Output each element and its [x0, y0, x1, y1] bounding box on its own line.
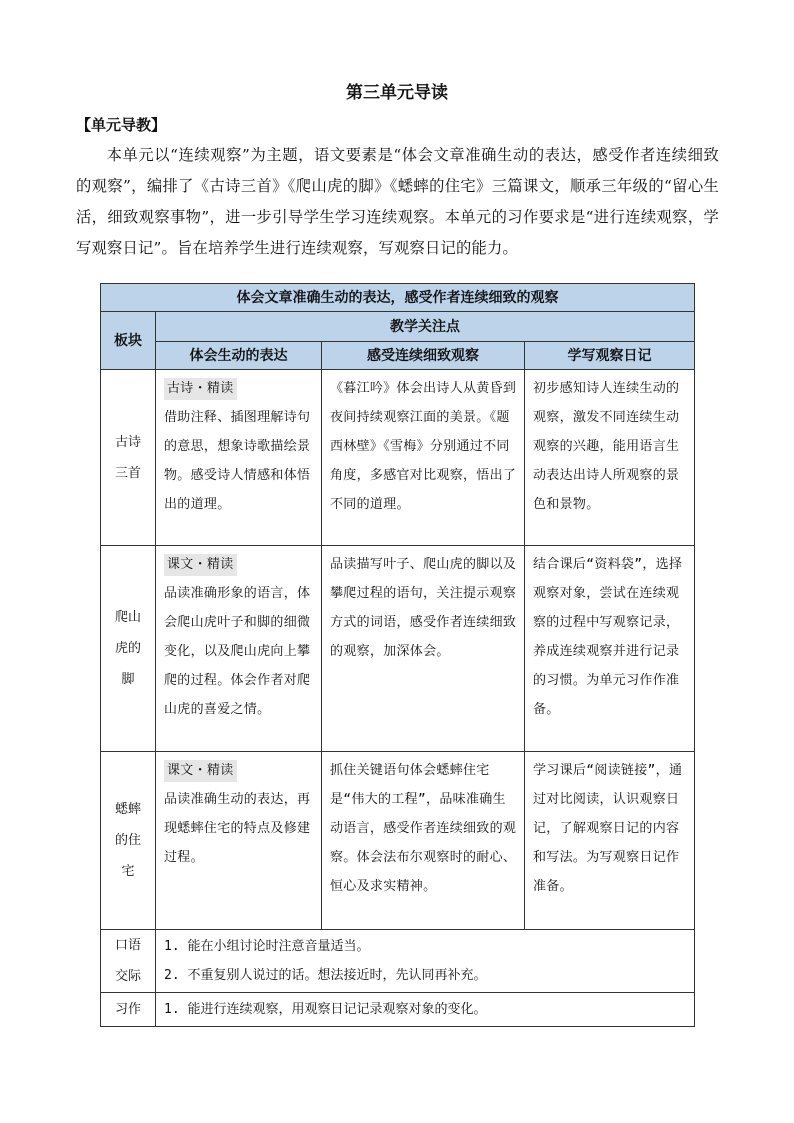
table-row — [101, 546, 695, 752]
row-label: 爬山虎的脚 — [101, 546, 156, 752]
oral-items — [156, 930, 695, 993]
unit-overview-table — [100, 283, 695, 1027]
focus-header: 教学关注点 — [156, 312, 695, 342]
lesson-tag: 课文・精读 — [164, 554, 237, 576]
table-row — [101, 370, 695, 546]
page-title: 第三单元导读 — [346, 83, 448, 103]
lesson-tag: 课文・精读 — [164, 760, 237, 782]
table-cell: 学习课后“阅读链接”，通过对比阅读，认识观察日记，了解观察日记的内容和写法。为写观察日记作准备。 — [525, 752, 695, 930]
table-cell — [156, 752, 322, 930]
row-label: 蟋蟀的住宅 — [101, 752, 156, 930]
table-cell: 结合课后“资料袋”，选择观察对象，尝试在连续观察的过程中写观察记录，养成连续观察并进行记录的习惯。为单元习作作准备。 — [525, 546, 695, 752]
table-caption: 体会文章准确生动的表达，感受作者连续细致的观察 — [101, 284, 695, 312]
table-cell — [156, 546, 322, 752]
cell-text: 借助注释、插图理解诗句的意思，想象诗歌描绘景物。感受诗人情感和体悟出的道理。 — [164, 410, 311, 512]
row-label: 口语交际 — [101, 930, 156, 993]
column-header: 感受连续细致观察 — [322, 342, 525, 370]
column-header: 学写观察日记 — [525, 342, 695, 370]
writing-items — [156, 993, 695, 1027]
list-item: 1. 能在小组讨论时注意音量适当。 — [164, 939, 370, 954]
list-item: 1. 能进行连续观察，用观察日记记录观察对象的变化。 — [164, 1002, 487, 1017]
table-cell: 初步感知诗人连续生动的观察，激发不同连续生动观察的兴趣，能用语言生动表达出诗人所观察的景色和景物。 — [525, 370, 695, 546]
table-cell: 抓住关键语句体会蟋蟀住宅是“伟大的工程”，品味准确生动语言，感受作者连续细致的观察。体会法布尔观察时的耐心、恒心及求实精神。 — [322, 752, 525, 930]
intro-paragraph: 本单元以“连续观察”为主题，语文要素是“体会文章准确生动的表达，感受作者连续细致的观察”，编排了《古诗三首》《爬山虎的脚》《蟋蟀的住宅》三篇课文，顺承三年级的“留心生活，细致观察事物”，进一步引导学生学习连续观察。本单元的习作要求是“进行连续观察，学写观察日记”。旨在培养学生进行连续观察，写观察日记的能力。 — [76, 146, 719, 257]
table-row — [101, 993, 695, 1027]
row-label: 古诗三首 — [101, 370, 156, 546]
section-heading: 【单元导教】 — [76, 116, 167, 134]
table-cell: 《暮江吟》体会出诗人从黄昏到夜间持续观察江面的美景。《题西林壁》《雪梅》分别通过不同角度，多感官对比观察，悟出了不同的道理。 — [322, 370, 525, 546]
table-row — [101, 752, 695, 930]
column-header: 体会生动的表达 — [156, 342, 322, 370]
table-cell: 品读描写叶子、爬山虎的脚以及攀爬过程的语句，关注提示观察方式的词语，感受作者连续细致的观察，加深体会。 — [322, 546, 525, 752]
table-row — [101, 930, 695, 993]
cell-text: 品读准确生动的表达，再现蟋蟀住宅的特点及修建过程。 — [164, 792, 311, 865]
block-header: 板块 — [101, 312, 156, 370]
lesson-tag: 古诗・精读 — [164, 378, 237, 400]
cell-text: 品读准确形象的语言，体会爬山虎叶子和脚的细微变化，以及爬山虎向上攀爬的过程。体会作者对爬山虎的喜爱之情。 — [164, 586, 311, 717]
list-item: 2. 不重复别人说过的话。想法接近时，先认同再补充。 — [164, 968, 487, 983]
row-label: 习作 — [101, 993, 156, 1027]
table-cell — [156, 370, 322, 546]
